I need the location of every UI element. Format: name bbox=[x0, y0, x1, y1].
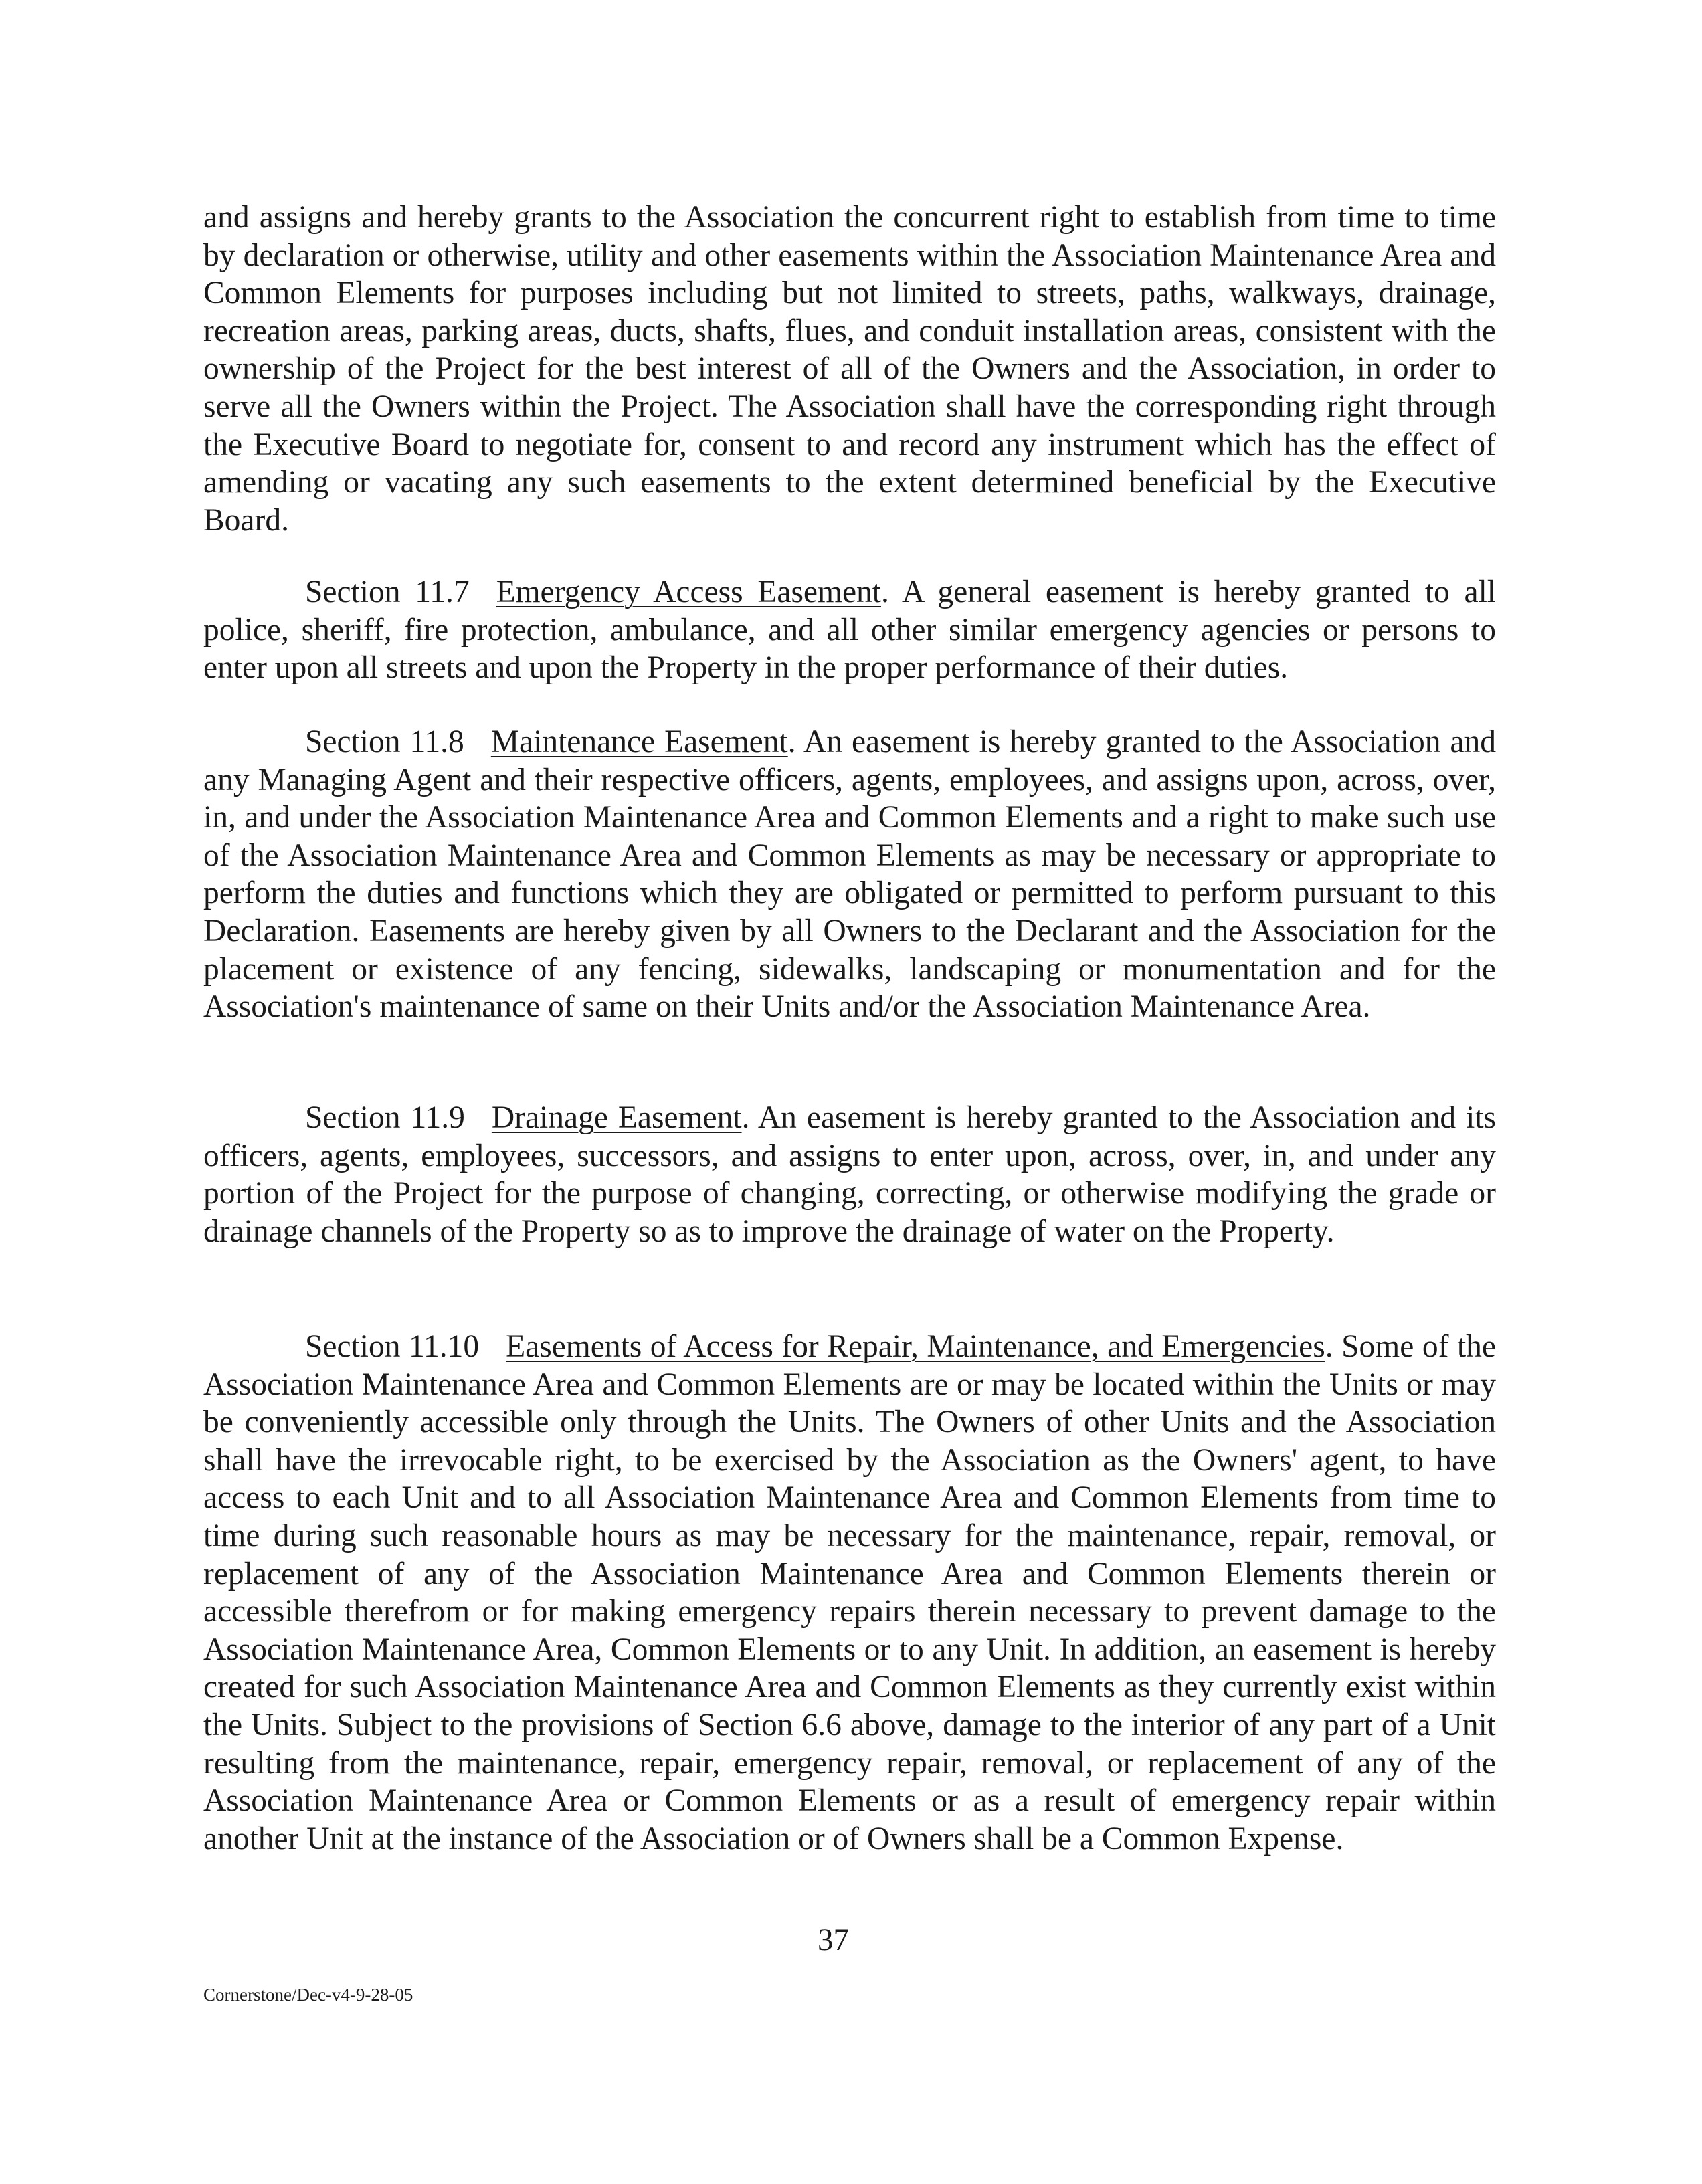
section-11-9-paragraph bbox=[203, 1099, 1496, 1250]
section-body: . An easement is hereby granted to the Association and any Managing Agent and their respective officers, agents, employees, and assigns upon, across, over, in, and under the Association Maintenance Area and Common Elements and a right to make such use of the Association Maintenance Area and Common Elements as may be necessary or appropriate to perform the duties and functions which they are obligated or permitted to perform pursuant to this Declaration. Easements are hereby given by all Owners to the Declarant and the Association for the placement or existence of any fencing, sidewalks, landscaping or monumentation and for the Association's maintenance of same on their Units and/or the Association Maintenance Area. bbox=[203, 724, 1496, 1025]
section-body: . A general easement is hereby granted to all police, sheriff, fire protection, ambulance, and all other similar emergency agencies or persons to enter upon all streets and upon the Property in the proper performance of their duties. bbox=[203, 575, 1496, 686]
section-number: Section 11.7 bbox=[305, 575, 470, 609]
section-11-7-paragraph bbox=[203, 573, 1496, 687]
section-number: Section 11.9 bbox=[305, 1100, 465, 1135]
section-number: Section 11.8 bbox=[305, 724, 464, 759]
section-11-10-paragraph bbox=[203, 1328, 1496, 1858]
footer-document-id: Cornerstone/Dec-v4-9-28-05 bbox=[203, 1985, 413, 2005]
section-11-8-paragraph bbox=[203, 723, 1496, 1026]
section-heading: Drainage Easement bbox=[491, 1100, 742, 1135]
intro-paragraph: and assigns and hereby grants to the Association the concurrent right to establish from time to time by declaration or otherwise, utility and other easements within the Association Maintenance Area and Common Elements for purposes including but not limited to streets, paths, walkways, drainage, recreation areas, parking areas, ducts, shafts, flues, and conduit installation areas, consistent with the ownership of the Project for the best interest of all of the Owners and the Association, in order to serve all the Owners within the Project. The Association shall have the corresponding right through the Executive Board to negotiate for, consent to and record any instrument which has the effect of amending or vacating any such easements to the extent determined beneficial by the Executive Board. bbox=[203, 200, 1496, 538]
section-body: . An easement is hereby granted to the Association and its officers, agents, employees, successors, and assigns to enter upon, across, over, in, and under any portion of the Project for the purpose of changing, correcting, or otherwise modifying the grade or drainage channels of the Property so as to improve the drainage of water on the Property. bbox=[203, 1100, 1496, 1249]
section-heading: Emergency Access Easement bbox=[496, 575, 881, 609]
section-heading: Easements of Access for Repair, Maintenance, and Emergencies bbox=[506, 1329, 1325, 1364]
section-heading: Maintenance Easement bbox=[490, 724, 788, 759]
section-number: Section 11.10 bbox=[305, 1329, 480, 1364]
section-body: . Some of the Association Maintenance Area and Common Elements are or may be located within the Units or may be conveniently accessible only through the Units. The Owners of other Units and the Association shall have the irrevocable right, to be exercised by the Association as the Owners' agent, to have access to each Unit and to all Association Maintenance Area and Common Elements from time to time during such reasonable hours as may be necessary for the maintenance, repair, removal, or replacement of any of the Association Maintenance Area and Common Elements therein or accessible therefrom or for making emergency repairs therein necessary to prevent damage to the Association Maintenance Area, Common Elements or to any Unit. In addition, an easement is hereby created for such Association Maintenance Area and Common Elements as they currently exist within the Units. Subject to the provisions of Section 6.6 above, damage to the interior of any part of a Unit resulting from the maintenance, repair, emergency repair, removal, or replacement of any of the Association Maintenance Area or Common Elements or as a result of emergency repair within another Unit at the instance of the Association or of Owners shall be a Common Expense. bbox=[203, 1329, 1497, 1856]
page-number: 37 bbox=[818, 1922, 849, 1957]
